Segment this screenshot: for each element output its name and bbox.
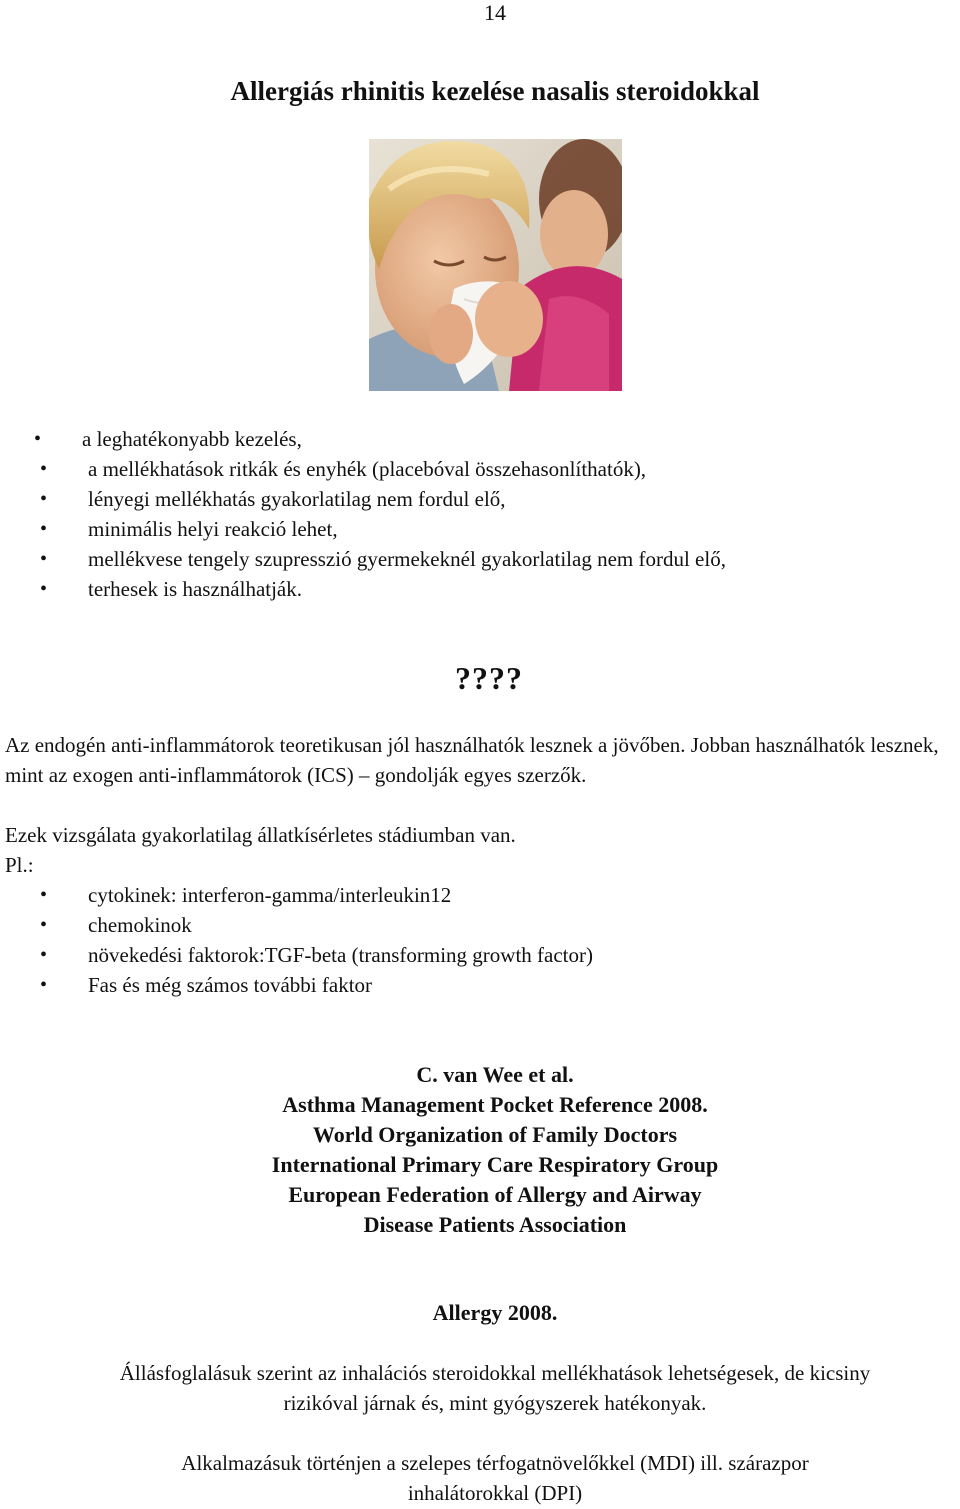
list-item: • terhesek is használhatják. bbox=[88, 574, 726, 604]
reference-line: Disease Patients Association bbox=[363, 1212, 627, 1237]
list-item: • cytokinek: interferon-gamma/interleukin12 bbox=[88, 880, 593, 910]
bullet-icon: • bbox=[34, 428, 42, 450]
bullet-icon: • bbox=[40, 488, 48, 510]
benefits-list bbox=[34, 424, 726, 604]
bullet-icon: • bbox=[40, 548, 48, 570]
paragraph-endogen: Az endogén anti-inflammátorok teoretikusan jól használhatók lesznek a jövőben. Jobban használhatók lesznek, mint az exogen anti-inflammátorok (ICS) – gondolják egyes szerzők. bbox=[5, 733, 939, 787]
list-item: • minimális helyi reakció lehet, bbox=[88, 514, 726, 544]
reference-line: European Federation of Allergy and Airway bbox=[288, 1182, 702, 1207]
bullet-icon: • bbox=[40, 884, 48, 906]
statement-paragraph bbox=[20, 1358, 960, 1418]
allergy-heading: Allergy 2008. bbox=[432, 1300, 558, 1325]
bullet-icon: • bbox=[40, 518, 48, 540]
list-item: • chemokinok bbox=[88, 910, 593, 940]
bullet-icon: • bbox=[40, 458, 48, 480]
bullet-icon: • bbox=[40, 974, 48, 996]
bullet-icon: • bbox=[40, 578, 48, 600]
reference-line: C. van Wee et al. bbox=[416, 1062, 574, 1087]
document-title: Allergiás rhinitis kezelése nasalis steroidokkal bbox=[230, 76, 760, 106]
statement-line: Állásfoglalásuk szerint az inhalációs steroidokkal mellékhatások lehetségesek, de kicsiny bbox=[119, 1361, 871, 1385]
list-item: • mellékvese tengely szupresszió gyermekeknél gyakorlatilag nem fordul elő, bbox=[88, 544, 726, 574]
photo-illustration bbox=[369, 139, 622, 391]
list-item: • a leghatékonyabb kezelés, bbox=[82, 424, 726, 454]
reference-line: International Primary Care Respiratory Group bbox=[271, 1152, 719, 1177]
list-item: • Fas és még számos további faktor bbox=[88, 970, 593, 1000]
bullet-icon: • bbox=[40, 914, 48, 936]
reference-line: Asthma Management Pocket Reference 2008. bbox=[282, 1092, 708, 1117]
list-item: • a mellékhatások ritkák és enyhék (placebóval összehasonlíthatók), bbox=[88, 454, 726, 484]
question-marks: ???? bbox=[455, 660, 523, 696]
paragraph-animal-studies: Ezek vizsgálata gyakorlatilag állatkísérletes stádiumban van. bbox=[5, 823, 516, 847]
list-item: • növekedési faktorok:TGF-beta (transforming growth factor) bbox=[88, 940, 593, 970]
administration-paragraph bbox=[20, 1448, 960, 1508]
statement-line: rizikóval járnak és, mint gyógyszerek hatékonyak. bbox=[283, 1391, 707, 1415]
example-label: Pl.: bbox=[5, 853, 34, 877]
page-number: 14 bbox=[484, 0, 506, 25]
list-item: • lényegi mellékhatás gyakorlatilag nem fordul elő, bbox=[88, 484, 726, 514]
factors-list bbox=[40, 880, 594, 1000]
photo-child-blowing-nose bbox=[369, 139, 622, 391]
reference-line: World Organization of Family Doctors bbox=[312, 1122, 678, 1147]
bullet-icon: • bbox=[40, 944, 48, 966]
administration-line: Alkalmazásuk történjen a szelepes térfogatnövelőkkel (MDI) ill. szárazpor bbox=[181, 1451, 809, 1475]
administration-line: inhalátorokkal (DPI) bbox=[407, 1481, 583, 1505]
references-block bbox=[0, 1060, 960, 1240]
